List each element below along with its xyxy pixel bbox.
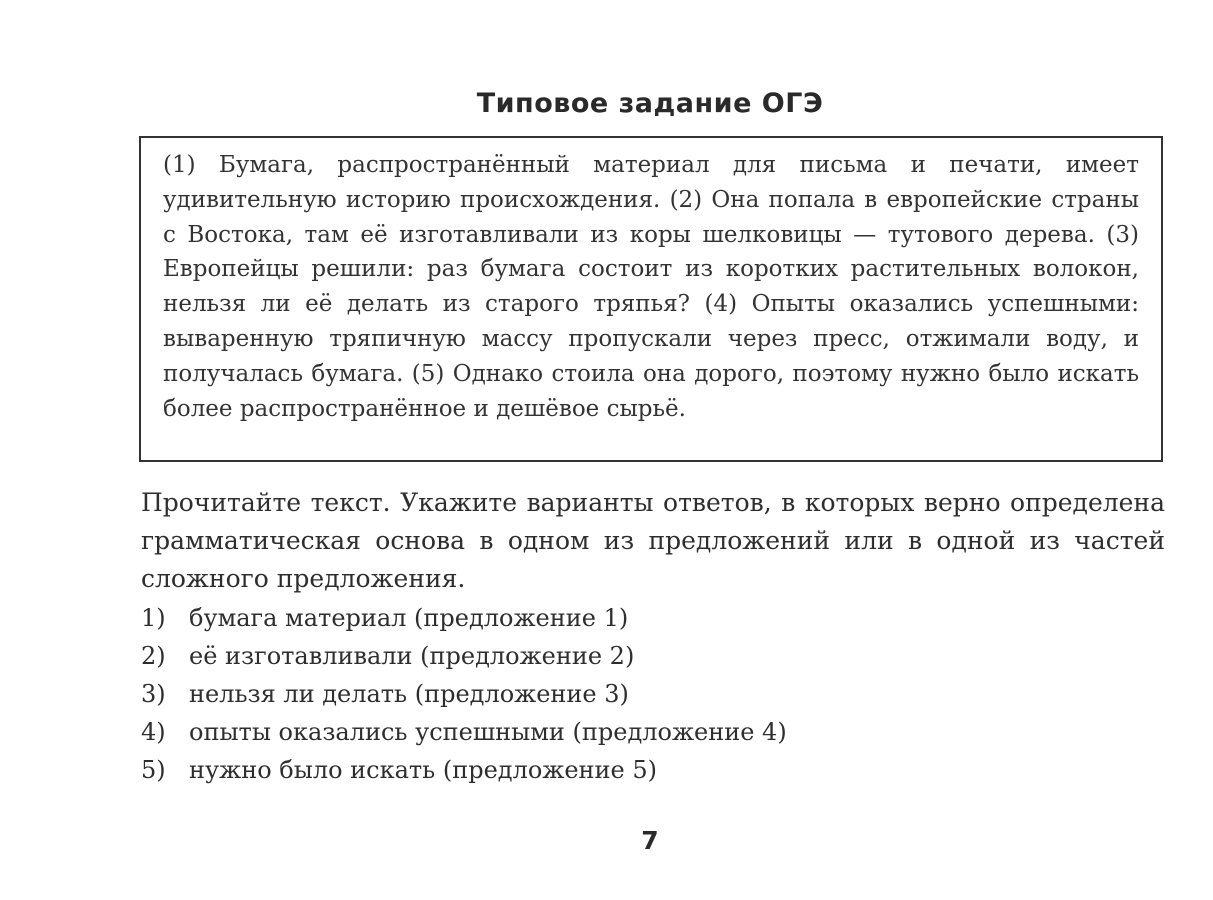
option-text: её изготавливали (предложение 2)	[189, 642, 635, 670]
answer-option	[141, 713, 1141, 751]
passage-box	[139, 136, 1163, 462]
option-number: 1)	[141, 604, 166, 632]
option-number: 2)	[141, 642, 166, 670]
question-text: Прочитайте текст. Укажите варианты ответов, в которых верно определена грамматическая основа в одном из предложений или в одной из частей сложного предложения.	[141, 488, 1165, 593]
option-text: нельзя ли делать (предложение 3)	[189, 680, 629, 708]
answer-option	[141, 751, 1141, 789]
option-number: 5)	[141, 756, 166, 784]
answer-option	[141, 637, 1141, 675]
option-number: 4)	[141, 718, 166, 746]
option-text: опыты оказались успешными (предложение 4)	[189, 718, 787, 746]
passage-text: (1) Бумага, распространённый материал для письма и печати, имеет удивительную историю происхождения. (2) Она попала в европейские страны с Востока, там её изготавливали из коры шелковицы — тутового дерева. (3) Европейцы решили: раз бумага состоит из коротких растительных волокон, нельзя ли её делать из старого тряпья? (4) Опыты оказались успешными: вываренную тряпичную массу пропускали через пресс, отжимали воду, и получалась бумага. (5) Однако стоила она дорого, поэтому нужно было искать более распространённое и дешёвое сырьё.	[163, 152, 1139, 422]
page-title: Типовое задание ОГЭ	[476, 88, 824, 119]
option-text: бумага материал (предложение 1)	[189, 604, 629, 632]
page-number: 7	[641, 826, 659, 855]
answer-options-list	[141, 599, 1141, 789]
answer-option	[141, 599, 1141, 637]
option-number: 3)	[141, 680, 166, 708]
answer-option	[141, 675, 1141, 713]
option-text: нужно было искать (предложение 5)	[189, 756, 657, 784]
